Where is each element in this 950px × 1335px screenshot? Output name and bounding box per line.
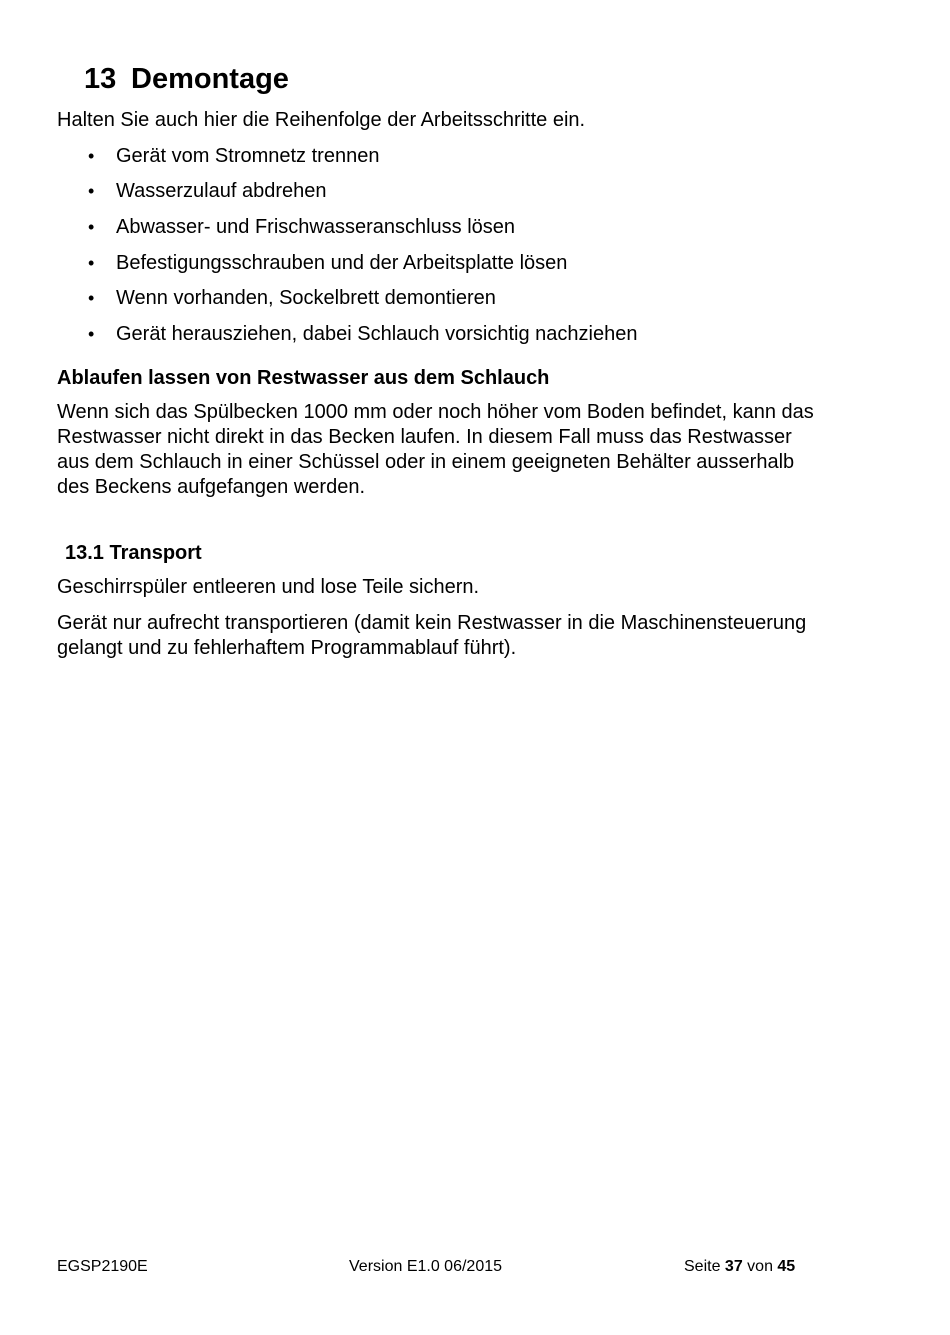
paragraph-line: gelangt und zu fehlerhaftem Programmablauf führt). bbox=[57, 637, 517, 659]
transport-heading: 13.1 Transport bbox=[65, 542, 202, 564]
paragraph-line: des Beckens aufgefangen werden. bbox=[57, 476, 365, 498]
footer-model: EGSP2190E bbox=[57, 1258, 148, 1275]
list-item-text: Abwasser- und Frischwasseranschluss lösen bbox=[116, 216, 516, 238]
drain-paragraph bbox=[57, 400, 877, 500]
bullet-icon: • bbox=[88, 217, 95, 237]
bullet-icon: • bbox=[88, 181, 95, 201]
transport-paragraph-2 bbox=[57, 611, 806, 661]
bullet-icon: • bbox=[88, 288, 95, 308]
page-mid: von bbox=[742, 1258, 778, 1275]
section-number: 13 bbox=[84, 63, 117, 95]
bullet-icon: • bbox=[88, 324, 95, 344]
bullet-icon: • bbox=[88, 253, 95, 273]
paragraph-line: Restwasser nicht direkt in das Becken laufen. In diesem Fall muss das Restwasser bbox=[57, 426, 792, 448]
list-item bbox=[0, 251, 950, 281]
drain-heading: Ablaufen lassen von Restwasser aus dem Schlauch bbox=[57, 367, 550, 389]
paragraph-line: aus dem Schlauch in einer Schüssel oder in einem geeigneten Behälter ausserhalb bbox=[57, 451, 795, 473]
page-prefix: Seite bbox=[684, 1258, 725, 1275]
section-heading bbox=[84, 63, 289, 96]
list-item-text: Gerät herausziehen, dabei Schlauch vorsichtig nachziehen bbox=[116, 323, 638, 345]
page-total: 45 bbox=[777, 1258, 796, 1275]
bullet-icon: • bbox=[88, 146, 95, 166]
list-item bbox=[0, 286, 950, 316]
footer-page-number bbox=[684, 1258, 795, 1276]
list-item-text: Wenn vorhanden, Sockelbrett demontieren bbox=[116, 287, 496, 309]
list-item-text: Befestigungsschrauben und der Arbeitsplatte lösen bbox=[116, 252, 568, 274]
paragraph-line: Wenn sich das Spülbecken 1000 mm oder noch höher vom Boden befindet, kann das bbox=[57, 401, 814, 423]
list-item-text: Gerät vom Stromnetz trennen bbox=[116, 145, 380, 167]
section-title: Demontage bbox=[131, 63, 289, 95]
list-item-text: Wasserzulauf abdrehen bbox=[116, 180, 327, 202]
paragraph-line: Gerät nur aufrecht transportieren (damit kein Restwasser in die Maschinensteuerung bbox=[57, 612, 807, 634]
transport-paragraph-1: Geschirrspüler entleeren und lose Teile sichern. bbox=[57, 576, 480, 598]
section-intro: Halten Sie auch hier die Reihenfolge der Arbeitsschritte ein. bbox=[57, 109, 586, 131]
page-current: 37 bbox=[724, 1258, 743, 1275]
list-item bbox=[0, 144, 950, 174]
list-item bbox=[0, 179, 950, 209]
list-item bbox=[0, 322, 950, 352]
list-item bbox=[0, 215, 950, 245]
footer-version: Version E1.0 06/2015 bbox=[349, 1258, 503, 1275]
